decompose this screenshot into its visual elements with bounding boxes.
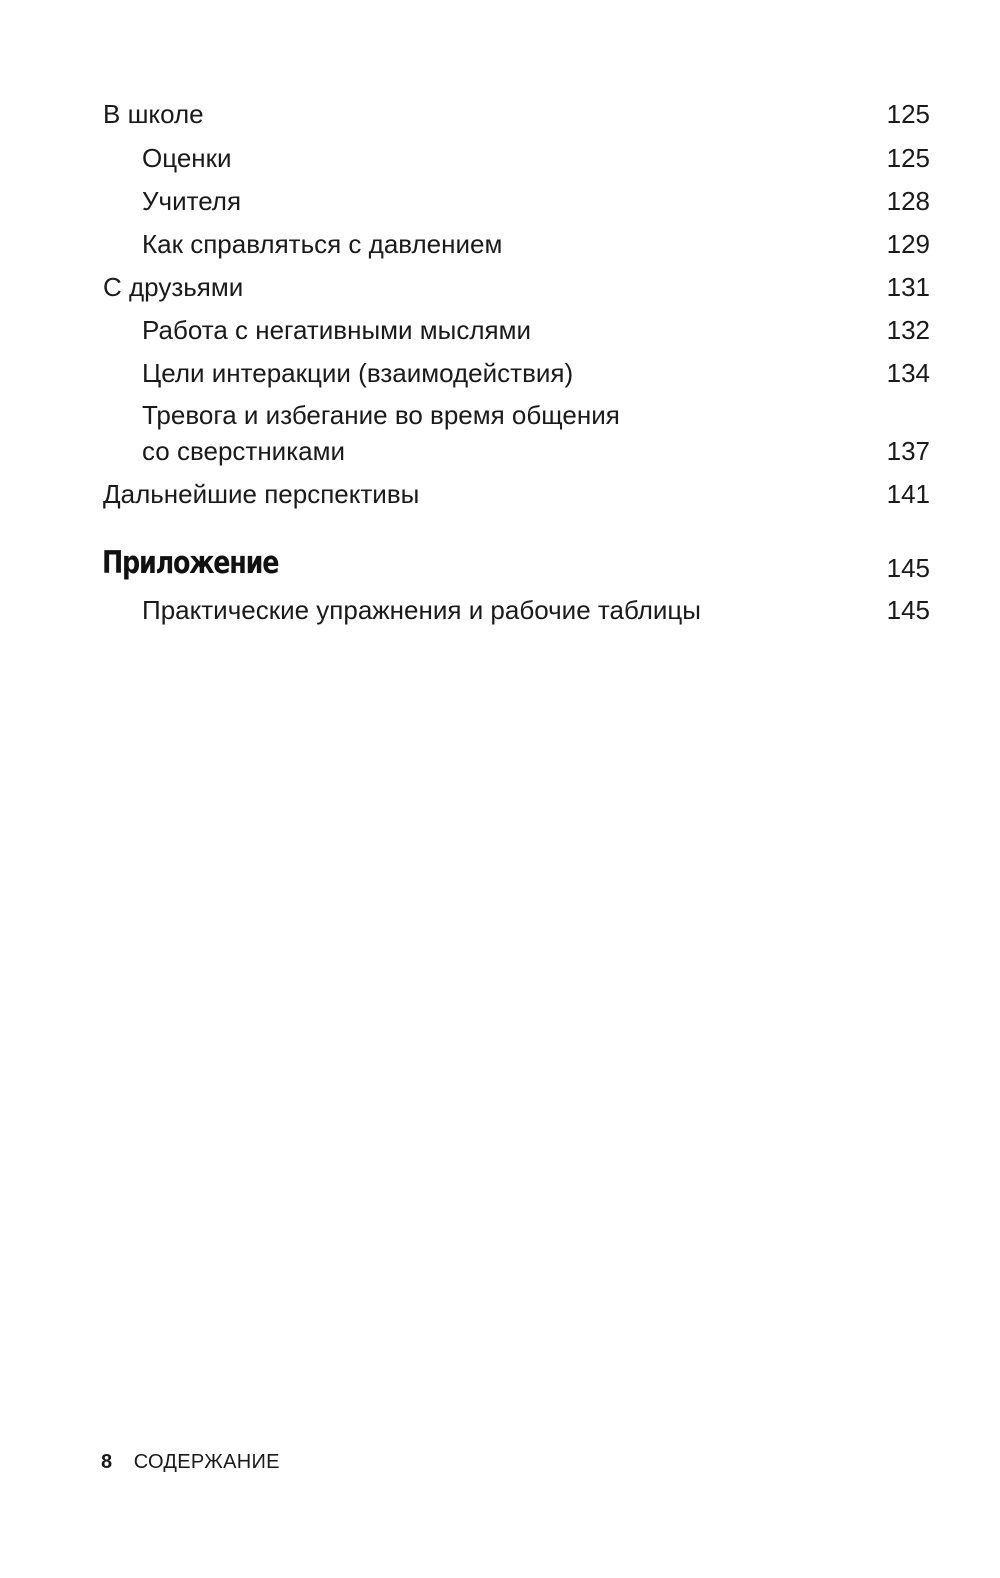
toc-entry-page: 145: [886, 553, 930, 583]
toc-entry-title: Цели интеракции (взаимодействия): [142, 358, 574, 388]
toc-entry-title-line1: Тревога и избегание во время общения: [142, 400, 620, 430]
running-section-label: СОДЕРЖАНИЕ: [133, 1451, 280, 1473]
toc-entry-page: 125: [886, 99, 930, 129]
toc-entry-page: 129: [886, 229, 930, 259]
toc-entry-title: Работа с негативными мыслями: [142, 315, 531, 345]
toc-entry-title: Как справляться с давлением: [142, 229, 503, 259]
toc-section-heading: Приложение: [102, 545, 279, 581]
toc-entry-page: 145: [886, 595, 930, 625]
toc-entry-page: 134: [886, 358, 930, 388]
page-number: 8: [101, 1451, 113, 1473]
toc-entry-title: Учителя: [142, 186, 242, 216]
page-footer: [101, 1448, 280, 1476]
toc-entry-page: 128: [886, 186, 930, 216]
toc-entry-page: 131: [886, 272, 930, 302]
toc-entry-title: Практические упражнения и рабочие таблицы: [142, 595, 701, 625]
toc-entry-title: Оценки: [142, 143, 232, 173]
toc-entry-title: С друзьями: [103, 272, 244, 302]
toc-entry-title: Дальнейшие перспективы: [103, 479, 420, 509]
toc-entry-title-line2: со сверстниками: [142, 436, 346, 466]
toc-entry-page: 141: [886, 479, 930, 509]
toc-entry-prilozhenie: [0, 545, 1000, 586]
toc-entry-title: В школе: [103, 99, 204, 129]
toc-entry-trevoga: [0, 397, 1000, 469]
toc-entry-page: 137: [886, 436, 930, 466]
toc-entry-page: 132: [886, 315, 930, 345]
toc-entry-page: 125: [886, 143, 930, 173]
